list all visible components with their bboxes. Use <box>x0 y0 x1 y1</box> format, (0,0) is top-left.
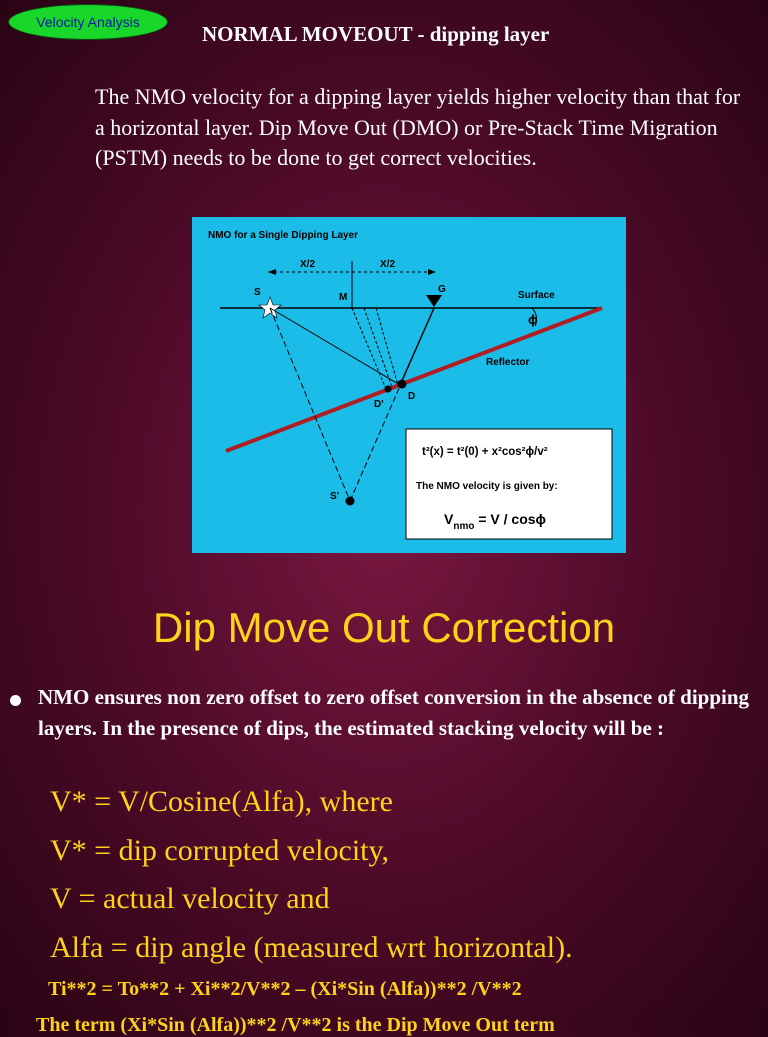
point-d-prime-label: D' <box>374 399 384 410</box>
surface-label: Surface <box>518 290 555 301</box>
intro-paragraph: The NMO velocity for a dipping layer yields higher velocity than that for a horizontal layer. Dip Move Out (DMO) or Pre-Stack Time Migration (PSTM) needs to be done to get correct velocities. <box>95 84 741 170</box>
bullet-point <box>10 682 750 744</box>
velocity-analysis-badge: Velocity Analysis <box>8 4 168 40</box>
traveltime-formula: Ti**2 = To**2 + Xi**2/V**2 – (Xi*Sin (Alfa))**2 /V**2 <box>48 978 522 1000</box>
half-offset-right-label: X/2 <box>380 259 396 270</box>
reflection-point-d <box>398 380 407 389</box>
equation-line-4: Alfa = dip angle (measured wrt horizontal). <box>50 931 573 964</box>
point-d-label: D <box>408 391 416 402</box>
reflector-label: Reflector <box>486 357 530 368</box>
nmo-dipping-layer-figure <box>192 217 626 553</box>
figure-title: NMO for a Single Dipping Layer <box>208 230 359 241</box>
vnmo-equation: $V_{nmo} = V / \cos\phi$ <box>444 511 547 532</box>
half-offset-left-label: X/2 <box>300 259 316 270</box>
nmo-caption: The NMO velocity is given by: <box>416 481 558 492</box>
equation-line-2: V* = dip corrupted velocity, <box>50 834 390 867</box>
bullet-text: NMO ensures non zero offset to zero offset conversion in the absence of dipping layers. In the presence of dips, the estimated stacking velocity will be : <box>38 685 750 740</box>
section-heading: Dip Move Out Correction <box>152 604 616 651</box>
reflection-point-d-prime <box>385 386 392 393</box>
source-label: S <box>254 287 261 298</box>
equation-line-3: V = actual velocity and <box>50 882 330 915</box>
dmo-term-line: The term (Xi*Sin (Alfa))**2 /V**2 is the Dip Move Out term <box>36 1014 555 1036</box>
slide-title: NORMAL MOVEOUT - dipping layer <box>202 22 550 46</box>
image-source-label: S' <box>330 491 340 502</box>
dip-angle-label: ϕ <box>528 312 538 327</box>
image-source-point <box>346 497 355 506</box>
receiver-label: G <box>438 284 446 295</box>
bullet-dot-icon <box>10 695 21 706</box>
midpoint-label: M <box>339 292 348 303</box>
equation-line-1: V* = V/Cosine(Alfa), where <box>50 785 393 818</box>
nmo-equation: t²(x) = t²(0) + x²cos²ϕ/v² <box>422 446 548 458</box>
